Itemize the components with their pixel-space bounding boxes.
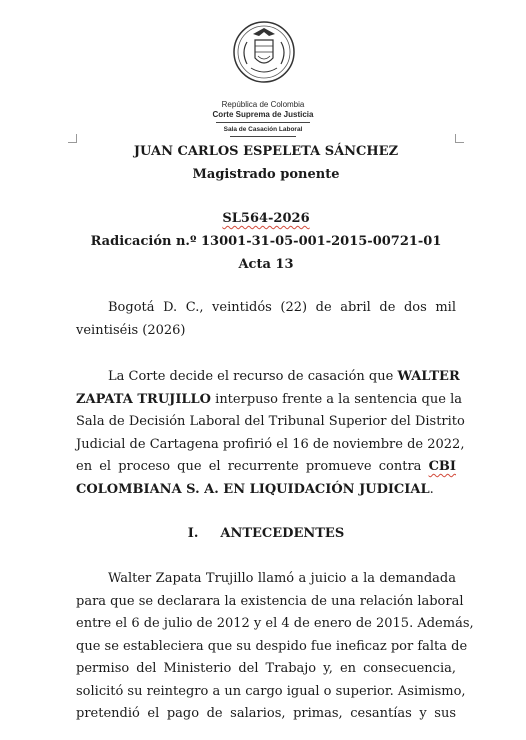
antecedentes-paragraph (76, 568, 474, 726)
respondent-name-part1: CBI (428, 459, 456, 474)
paragraph-line (76, 456, 456, 479)
magistrate-name-text: JUAN CARLOS ESPELETA SÁNCHEZ (133, 144, 399, 159)
appellant-name-part1: WALTER (397, 369, 460, 384)
paragraph-line: veintiséis (2026) (76, 322, 186, 338)
paragraph-line: Bogotá D. C., veintidós (22) de abril de dos mil (108, 300, 456, 315)
magistrate-name (76, 143, 456, 161)
text-run: . (429, 481, 434, 497)
paragraph-line (76, 389, 462, 412)
institution-divider (216, 122, 310, 123)
paragraph-line: solicitó su reintegro a un cargo igual o superior. Asimismo, (76, 683, 466, 699)
respondent-name-part2: COLOMBIANA S. A. EN LIQUIDACIÓN JUDICIAL (76, 481, 430, 497)
institution-chamber: Sala de Casación Laboral (223, 126, 303, 133)
paragraph-line (76, 479, 456, 502)
radicacion-number: 13001-31-05-001-2015-00721-01 (200, 234, 442, 249)
magistrate-role: Magistrado ponente (192, 167, 340, 182)
paragraph-line: entre el 6 de julio de 2012 y el 4 de enero de 2015. Además, (76, 616, 474, 631)
crop-mark-left (68, 134, 77, 143)
section-number: I. (187, 526, 199, 541)
paragraph-line: que se estableciera que su despido fue ineficaz por falta de (76, 638, 468, 654)
text-run: en el proceso que el recurrente promueve contra (76, 459, 422, 474)
date-paragraph (76, 297, 456, 342)
appellant-name-part2: ZAPATA TRUJILLO (76, 391, 212, 407)
coat-of-arms-seal (229, 14, 299, 94)
paragraph-line: pretendió el pago de salarios, primas, cesantías y sus (76, 706, 456, 721)
institution-divider-lower (230, 136, 296, 137)
sentence-number-text: SL564-2026 (222, 211, 310, 226)
radicacion-label: Radicación n.º (90, 234, 197, 249)
section-title: ANTECEDENTES (220, 526, 345, 541)
coat-of-arms-icon (229, 14, 299, 94)
paragraph-line: Sala de Decisión Laboral del Tribunal Superior del Distrito (76, 414, 465, 429)
acta-number: Acta 13 (238, 257, 294, 272)
paragraph-line: Walter Zapata Trujillo llamó a juicio a la demandada (108, 571, 456, 586)
paragraph-line: Judicial de Cartagena profirió el 16 de noviembre de 2022, (76, 436, 465, 452)
sentence-number (76, 210, 456, 228)
crop-mark-right (455, 134, 464, 143)
section-heading-antecedentes (76, 524, 456, 544)
institution-court: Corte Suprema de Justicia (212, 110, 314, 119)
paragraph-line (76, 366, 460, 389)
paragraph-line: para que se declarara la existencia de una relación laboral (76, 593, 464, 609)
text-run: interpuso frente a la sentencia que la (215, 391, 462, 407)
paragraph-line: permiso del Ministerio del Trabajo y, en consecuencia, (76, 661, 456, 676)
text-run: La Corte decide el recurso de casación que (108, 369, 394, 384)
radicacion-line (76, 233, 456, 251)
decision-paragraph (76, 366, 465, 501)
institution-country: República de Colombia (221, 100, 305, 109)
